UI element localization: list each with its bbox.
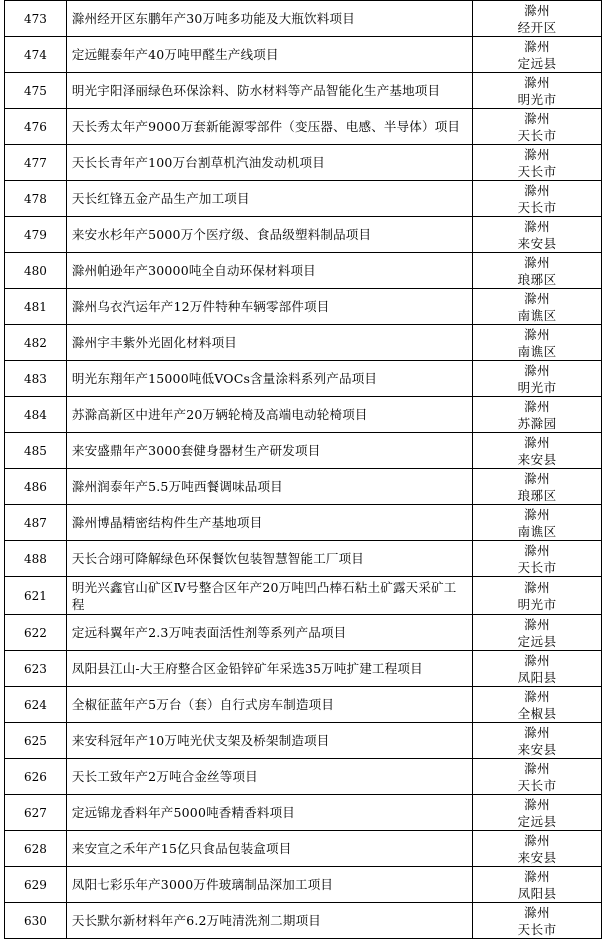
region-district: 天长市 bbox=[517, 199, 557, 215]
region-district: 明光市 bbox=[517, 596, 557, 612]
project-region bbox=[473, 37, 602, 72]
region-district: 定远县 bbox=[517, 813, 557, 829]
project-region bbox=[473, 541, 602, 576]
region-district: 经开区 bbox=[517, 19, 557, 35]
row-number: 488 bbox=[5, 541, 67, 576]
row-number: 480 bbox=[5, 253, 67, 288]
region-city: 滁州 bbox=[524, 290, 551, 306]
table-row bbox=[5, 289, 602, 325]
project-name: 凤阳七彩乐年产3000万件玻璃制品深加工项目 bbox=[67, 867, 473, 902]
project-name: 天长秀太年产9000万套新能源零部件（变压器、电感、半导体）项目 bbox=[67, 109, 473, 144]
region-city: 滁州 bbox=[524, 506, 551, 522]
region-district: 南谯区 bbox=[517, 343, 557, 359]
table-row bbox=[5, 541, 602, 577]
region-district: 全椒县 bbox=[517, 705, 557, 721]
project-name: 滁州博晶精密结构件生产基地项目 bbox=[67, 505, 473, 540]
region-city: 滁州 bbox=[524, 579, 551, 595]
row-number: 484 bbox=[5, 397, 67, 432]
region-city: 滁州 bbox=[524, 616, 551, 632]
region-district: 天长市 bbox=[517, 127, 557, 143]
region-city: 滁州 bbox=[524, 434, 551, 450]
row-number: 621 bbox=[5, 577, 67, 614]
table-row bbox=[5, 397, 602, 433]
row-number: 628 bbox=[5, 831, 67, 866]
region-city: 滁州 bbox=[524, 724, 551, 740]
row-number: 479 bbox=[5, 217, 67, 252]
table-row bbox=[5, 687, 602, 723]
row-number: 473 bbox=[5, 1, 67, 36]
region-district: 明光市 bbox=[517, 379, 557, 395]
region-city: 滁州 bbox=[524, 542, 551, 558]
region-district: 凤阳县 bbox=[517, 885, 557, 901]
region-district: 来安县 bbox=[517, 849, 557, 865]
table-row bbox=[5, 505, 602, 541]
project-region bbox=[473, 831, 602, 866]
project-name: 明光宇阳泽丽绿色环保涂料、防水材料等产品智能化生产基地项目 bbox=[67, 73, 473, 108]
project-name: 苏滁高新区中进年产20万辆轮椅及高端电动轮椅项目 bbox=[67, 397, 473, 432]
row-number: 624 bbox=[5, 687, 67, 722]
region-city: 滁州 bbox=[524, 796, 551, 812]
table-row bbox=[5, 325, 602, 361]
table-row bbox=[5, 73, 602, 109]
region-district: 天长市 bbox=[517, 921, 557, 937]
project-region bbox=[473, 867, 602, 902]
row-number: 483 bbox=[5, 361, 67, 396]
region-city: 滁州 bbox=[524, 652, 551, 668]
table-row bbox=[5, 253, 602, 289]
project-name: 天长工致年产2万吨合金丝等项目 bbox=[67, 759, 473, 794]
project-region bbox=[473, 109, 602, 144]
project-name: 来安科冠年产10万吨光伏支架及桥架制造项目 bbox=[67, 723, 473, 758]
project-name: 天长默尔新材料年产6.2万吨清洗剂二期项目 bbox=[67, 903, 473, 938]
project-name: 来安水杉年产5000万个医疗级、食品级塑料制品项目 bbox=[67, 217, 473, 252]
region-city: 滁州 bbox=[524, 146, 551, 162]
project-region bbox=[473, 73, 602, 108]
region-district: 琅琊区 bbox=[517, 487, 557, 503]
project-name: 来安宣之禾年产15亿只食品包装盒项目 bbox=[67, 831, 473, 866]
region-district: 明光市 bbox=[517, 91, 557, 107]
project-region bbox=[473, 577, 602, 614]
project-region bbox=[473, 651, 602, 686]
table-row bbox=[5, 217, 602, 253]
project-name: 天长合翊可降解绿色环保餐饮包装智慧智能工厂项目 bbox=[67, 541, 473, 576]
table-row bbox=[5, 433, 602, 469]
region-city: 滁州 bbox=[524, 182, 551, 198]
region-district: 天长市 bbox=[517, 777, 557, 793]
project-region bbox=[473, 759, 602, 794]
row-number: 486 bbox=[5, 469, 67, 504]
project-region bbox=[473, 217, 602, 252]
row-number: 630 bbox=[5, 903, 67, 938]
project-region bbox=[473, 615, 602, 650]
region-city: 滁州 bbox=[524, 74, 551, 90]
region-district: 来安县 bbox=[517, 235, 557, 251]
region-district: 南谯区 bbox=[517, 307, 557, 323]
project-region bbox=[473, 795, 602, 830]
project-name: 滁州帕逊年产30000吨全自动环保材料项目 bbox=[67, 253, 473, 288]
region-city: 滁州 bbox=[524, 868, 551, 884]
table-row bbox=[5, 903, 602, 939]
project-region bbox=[473, 903, 602, 938]
project-name: 明光兴鑫官山矿区Ⅳ号整合区年产20万吨凹凸棒石粘土矿露天采矿工程 bbox=[67, 577, 473, 614]
project-region bbox=[473, 1, 602, 36]
table-row bbox=[5, 615, 602, 651]
region-city: 滁州 bbox=[524, 470, 551, 486]
region-district: 定远县 bbox=[517, 55, 557, 71]
project-region bbox=[473, 723, 602, 758]
table-row bbox=[5, 795, 602, 831]
row-number: 627 bbox=[5, 795, 67, 830]
project-region bbox=[473, 325, 602, 360]
table-row bbox=[5, 867, 602, 903]
project-name: 定远鲲泰年产40万吨甲醛生产线项目 bbox=[67, 37, 473, 72]
row-number: 482 bbox=[5, 325, 67, 360]
region-district: 天长市 bbox=[517, 163, 557, 179]
project-name: 滁州经开区东鹏年产30万吨多功能及大瓶饮料项目 bbox=[67, 1, 473, 36]
region-district: 凤阳县 bbox=[517, 669, 557, 685]
region-district: 苏滁园 bbox=[517, 415, 557, 431]
region-city: 滁州 bbox=[524, 2, 551, 18]
project-name: 滁州乌衣汽运年产12万件特种车辆零部件项目 bbox=[67, 289, 473, 324]
region-city: 滁州 bbox=[524, 110, 551, 126]
region-district: 定远县 bbox=[517, 633, 557, 649]
table-row bbox=[5, 145, 602, 181]
region-city: 滁州 bbox=[524, 832, 551, 848]
row-number: 474 bbox=[5, 37, 67, 72]
row-number: 626 bbox=[5, 759, 67, 794]
project-name: 明光东翔年产15000吨低VOCs含量涂料系列产品项目 bbox=[67, 361, 473, 396]
table-row bbox=[5, 759, 602, 795]
table-row bbox=[5, 651, 602, 687]
region-city: 滁州 bbox=[524, 760, 551, 776]
project-table bbox=[4, 0, 602, 939]
project-name: 滁州润泰年产5.5万吨西餐调味品项目 bbox=[67, 469, 473, 504]
region-district: 天长市 bbox=[517, 559, 557, 575]
row-number: 487 bbox=[5, 505, 67, 540]
table-row bbox=[5, 577, 602, 615]
table-row bbox=[5, 723, 602, 759]
project-name: 天长长青年产100万台割草机汽油发动机项目 bbox=[67, 145, 473, 180]
project-name: 定远科翼年产2.3万吨表面活性剂等系列产品项目 bbox=[67, 615, 473, 650]
table-row bbox=[5, 181, 602, 217]
row-number: 629 bbox=[5, 867, 67, 902]
region-city: 滁州 bbox=[524, 398, 551, 414]
table-row bbox=[5, 469, 602, 505]
row-number: 478 bbox=[5, 181, 67, 216]
table-row bbox=[5, 109, 602, 145]
table-row bbox=[5, 831, 602, 867]
row-number: 625 bbox=[5, 723, 67, 758]
region-district: 南谯区 bbox=[517, 523, 557, 539]
project-region bbox=[473, 397, 602, 432]
region-city: 滁州 bbox=[524, 254, 551, 270]
region-district: 来安县 bbox=[517, 741, 557, 757]
project-region bbox=[473, 433, 602, 468]
table-row bbox=[5, 361, 602, 397]
project-name: 天长红锋五金产品生产加工项目 bbox=[67, 181, 473, 216]
row-number: 623 bbox=[5, 651, 67, 686]
table-row bbox=[5, 37, 602, 73]
project-name: 来安盛鼎年产3000套健身器材生产研发项目 bbox=[67, 433, 473, 468]
row-number: 481 bbox=[5, 289, 67, 324]
row-number: 475 bbox=[5, 73, 67, 108]
project-region bbox=[473, 145, 602, 180]
row-number: 485 bbox=[5, 433, 67, 468]
region-city: 滁州 bbox=[524, 218, 551, 234]
project-name: 定远锦龙香料年产5000吨香精香料项目 bbox=[67, 795, 473, 830]
region-city: 滁州 bbox=[524, 688, 551, 704]
row-number: 477 bbox=[5, 145, 67, 180]
region-district: 来安县 bbox=[517, 451, 557, 467]
project-region bbox=[473, 505, 602, 540]
region-city: 滁州 bbox=[524, 326, 551, 342]
project-region bbox=[473, 361, 602, 396]
project-name: 滁州宇丰紫外光固化材料项目 bbox=[67, 325, 473, 360]
region-city: 滁州 bbox=[524, 38, 551, 54]
project-name: 全椒征蓝年产5万台（套）自行式房车制造项目 bbox=[67, 687, 473, 722]
region-district: 琅琊区 bbox=[517, 271, 557, 287]
project-name: 凤阳县江山-大王府整合区金铅锌矿年采选35万吨扩建工程项目 bbox=[67, 651, 473, 686]
project-region bbox=[473, 289, 602, 324]
region-city: 滁州 bbox=[524, 904, 551, 920]
row-number: 476 bbox=[5, 109, 67, 144]
project-region bbox=[473, 253, 602, 288]
table-row bbox=[5, 1, 602, 37]
project-region bbox=[473, 469, 602, 504]
project-region bbox=[473, 687, 602, 722]
row-number: 622 bbox=[5, 615, 67, 650]
region-city: 滁州 bbox=[524, 362, 551, 378]
project-region bbox=[473, 181, 602, 216]
